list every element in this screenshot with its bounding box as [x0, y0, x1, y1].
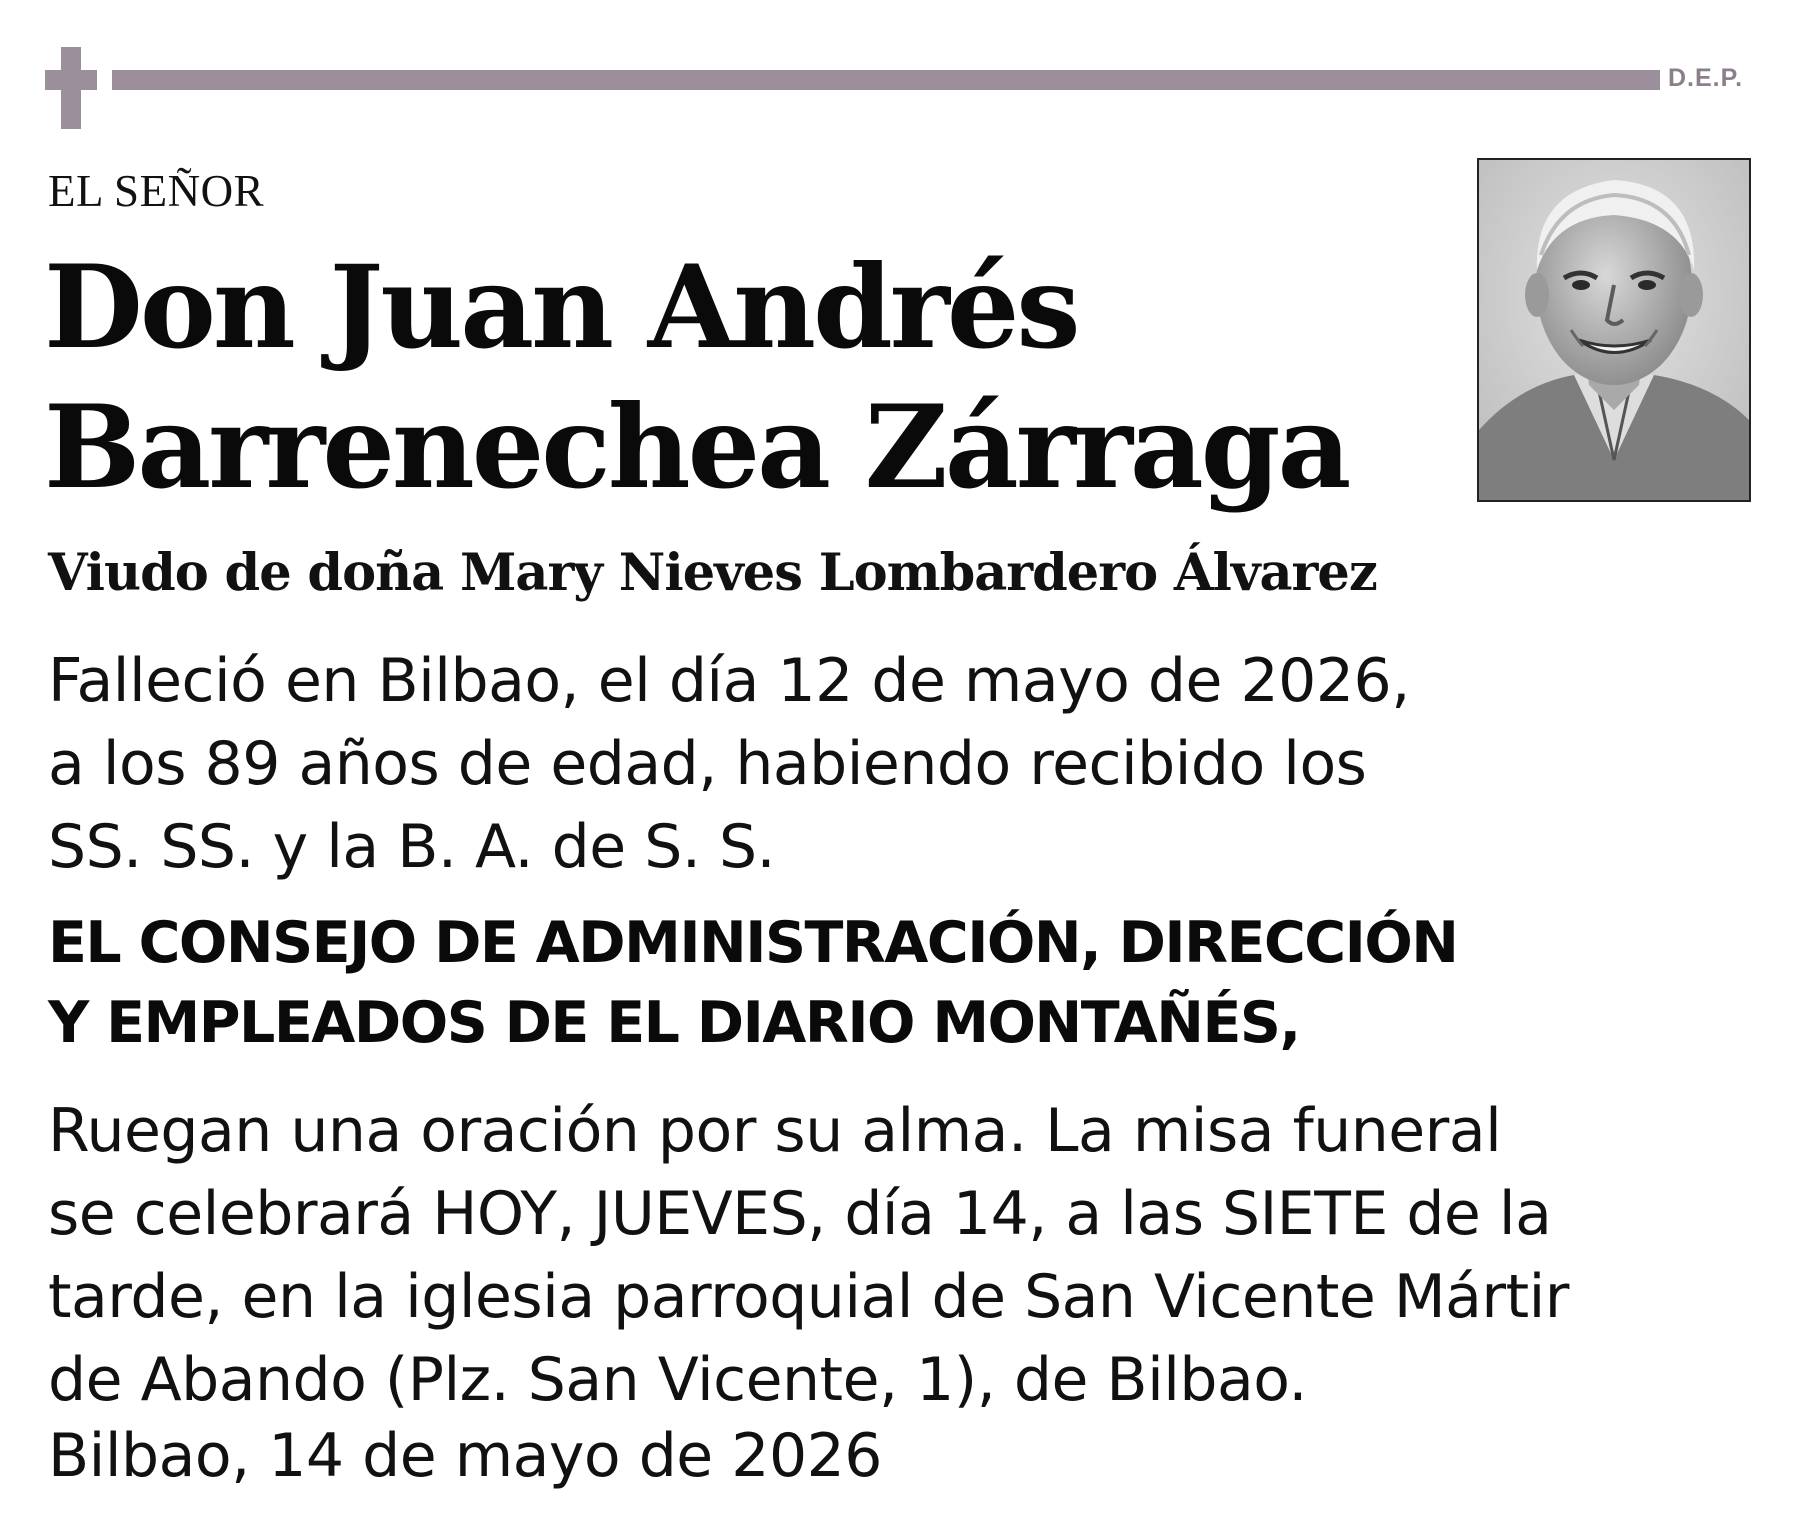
portrait-illustration — [1479, 160, 1749, 500]
intro-label: EL SEÑOR — [48, 166, 265, 216]
portrait-photo — [1477, 158, 1751, 502]
funeral-line-1: Ruegan una oración por su alma. La misa funeral — [48, 1096, 1502, 1166]
death-notice-line-3: SS. SS. y la B. A. de S. S. — [48, 812, 776, 882]
funeral-line-3: tarde, en la iglesia parroquial de San Vicente Mártir — [48, 1262, 1569, 1332]
header-rule — [112, 70, 1660, 90]
funeral-line-2: se celebrará HOY, JUEVES, día 14, a las SIETE de la — [48, 1179, 1552, 1249]
name-line-1: Don Juan Andrés — [44, 240, 1078, 374]
death-notice-line-1: Falleció en Bilbao, el día 12 de mayo de 2026, — [48, 646, 1410, 716]
dep-label: D.E.P. — [1668, 64, 1744, 92]
funeral-line-4: de Abando (Plz. San Vicente, 1), de Bilbao. — [48, 1345, 1308, 1415]
board-statement — [48, 903, 1457, 1063]
place-date — [48, 1415, 882, 1498]
board-line-1: EL CONSEJO DE ADMINISTRACIÓN, DIRECCIÓN — [48, 910, 1458, 976]
board-line-2: Y EMPLEADOS DE EL DIARIO MONTAÑÉS, — [48, 990, 1300, 1056]
funeral-paragraph — [48, 1090, 1569, 1422]
death-notice-paragraph — [48, 640, 1410, 889]
death-notice-line-2: a los 89 años de edad, habiendo recibido los — [48, 729, 1367, 799]
cross-icon-bar — [45, 70, 97, 90]
name-line-2: Barrenechea Zárraga — [44, 380, 1349, 514]
place-date-line: Bilbao, 14 de mayo de 2026 — [48, 1421, 882, 1491]
deceased-name — [44, 237, 1348, 517]
widower-line: Viudo de doña Mary Nieves Lombardero Álvarez — [48, 543, 1377, 603]
